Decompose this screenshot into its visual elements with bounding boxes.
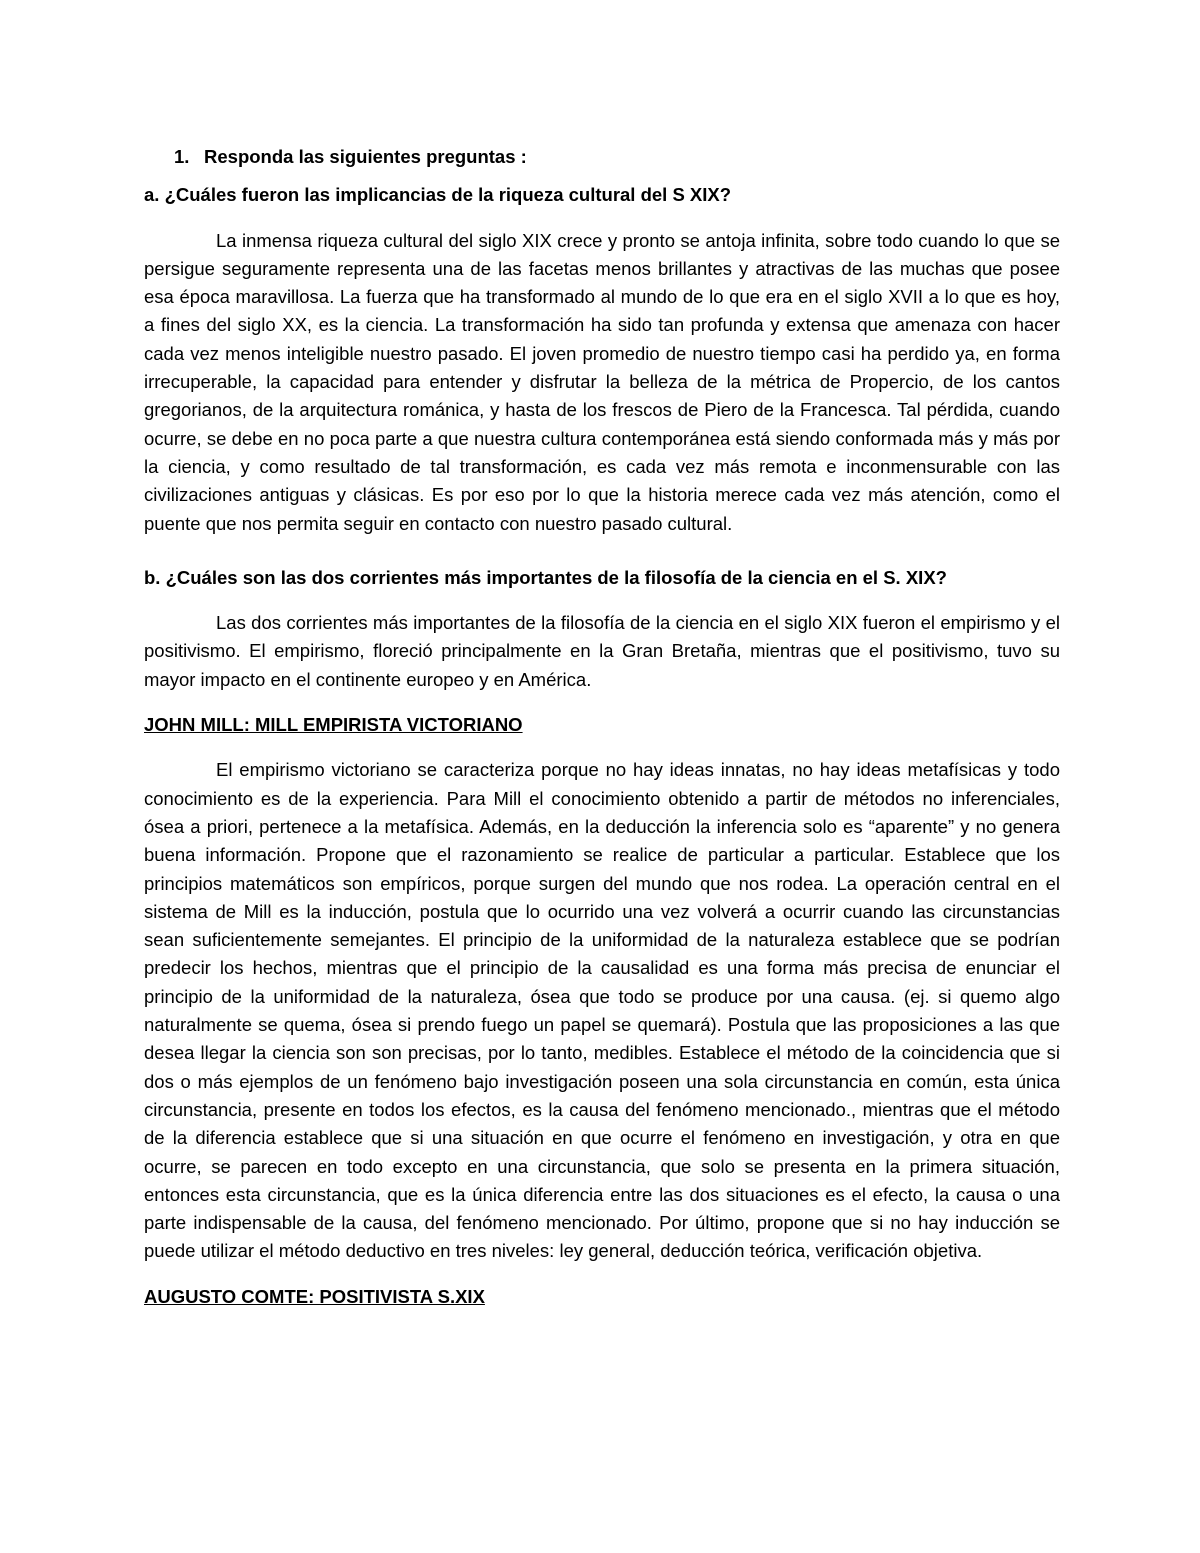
answer-a-paragraph: La inmensa riqueza cultural del siglo XIX crece y pronto se antoja infinita, sobre todo cuando lo que se persigue seguramente representa una de las facetas menos brillantes y atractivas de las muchas que posee esa época maravillosa. La fuerza que ha transformado al mundo de lo que era en el siglo XVII a lo que es hoy, a fines del siglo XX, es la ciencia. La transformación ha sido tan profunda y extensa que amenaza con hacer cada vez menos inteligible nuestro pasado. El joven promedio de nuestro tiempo casi ha perdido ya, en forma irrecuperable, la capacidad para entender y disfrutar la belleza de la métrica de Propercio, de los cantos gregorianos, de la arquitectura románica, y hasta de los frescos de Piero de la Francesca. Tal pérdida, cuando ocurre, se debe en no poca parte a que nuestra cultura contemporánea está siendo conformada más y más por la ciencia, y como resultado de tal transformación, es cada vez más remota e inconmensurable con las civilizaciones antiguas y clásicas. Es por eso por lo que la historia merece cada vez más atención, como el puente que nos permita seguir en contacto con nuestro pasado cultural. bbox=[144, 229, 1060, 534]
question-b: b. ¿Cuáles son las dos corrientes más importantes de la filosofía de la ciencia en el S. XIX? bbox=[144, 566, 947, 588]
heading-augusto-comte: AUGUSTO COMTE: POSITIVISTA S.XIX bbox=[144, 1285, 485, 1307]
heading-john-mill: JOHN MILL: MILL EMPIRISTA VICTORIANO bbox=[144, 714, 523, 736]
document-body bbox=[144, 143, 1060, 1328]
list-number: 1. bbox=[174, 146, 190, 167]
list-item-heading bbox=[144, 143, 1060, 171]
answer-b-paragraph: Las dos corrientes más importantes de la filosofía de la ciencia en el siglo XIX fueron el empirismo y el positivismo. El empirismo, floreció principalmente en la Gran Bretaña, mientras que el positivismo, tuvo su mayor impacto en el continente europeo y en América. bbox=[144, 612, 1060, 690]
list-item-title: Responda las siguientes preguntas : bbox=[204, 146, 527, 167]
mill-paragraph: El empirismo victoriano se caracteriza porque no hay ideas innatas, no hay ideas metafísicas y todo conocimiento es de la experiencia. Para Mill el conocimiento obtenido a partir de métodos no inferenciales, ósea a priori, pertenece a la metafísica. Además, en la deducción la inferencia solo es “aparente” y no genera buena información. Propone que el razonamiento se realice de particular a particular. Establece que los principios matemáticos son empíricos, porque surgen del mundo que nos rodea. La operación central en el sistema de Mill es la inducción, postula que lo ocurrido una vez volverá a ocurrir cuando las circunstancias sean suficientemente semejantes. El principio de la uniformidad de la naturaleza establece que se podrían predecir los hechos, mientras que el principio de la causalidad es una forma más precisa de enunciar el principio de la uniformidad de la naturaleza, ósea que todo se produce por una causa. (ej. si quemo algo naturalmente se quema, ósea si prendo fuego un papel se quemará). Postula que las proposiciones a las que desea llegar la ciencia son son precisas, por lo tanto, medibles. Establece el método de la coincidencia que si dos o más ejemplos de un fenómeno bajo investigación poseen una sola circunstancia en común, esta única circunstancia, presente en todos los efectos, es la causa del fenómeno mencionado., mientras que el método de la diferencia establece que si una situación en que ocurre el fenómeno en investigación, y otra en que ocurre, se parecen en todo excepto en una circunstancia, que solo se presenta en la primera situación, entonces esta circunstancia, que es la única diferencia entre las dos situaciones es el efecto, la causa o una parte indispensable de la causa, del fenómeno mencionado. Por último, propone que si no hay inducción se puede utilizar el método deductivo en tres niveles: ley general, deducción teórica, verificación objetiva. bbox=[144, 759, 1060, 1262]
question-a: a. ¿Cuáles fueron las implicancias de la riqueza cultural del S XIX? bbox=[144, 184, 732, 206]
